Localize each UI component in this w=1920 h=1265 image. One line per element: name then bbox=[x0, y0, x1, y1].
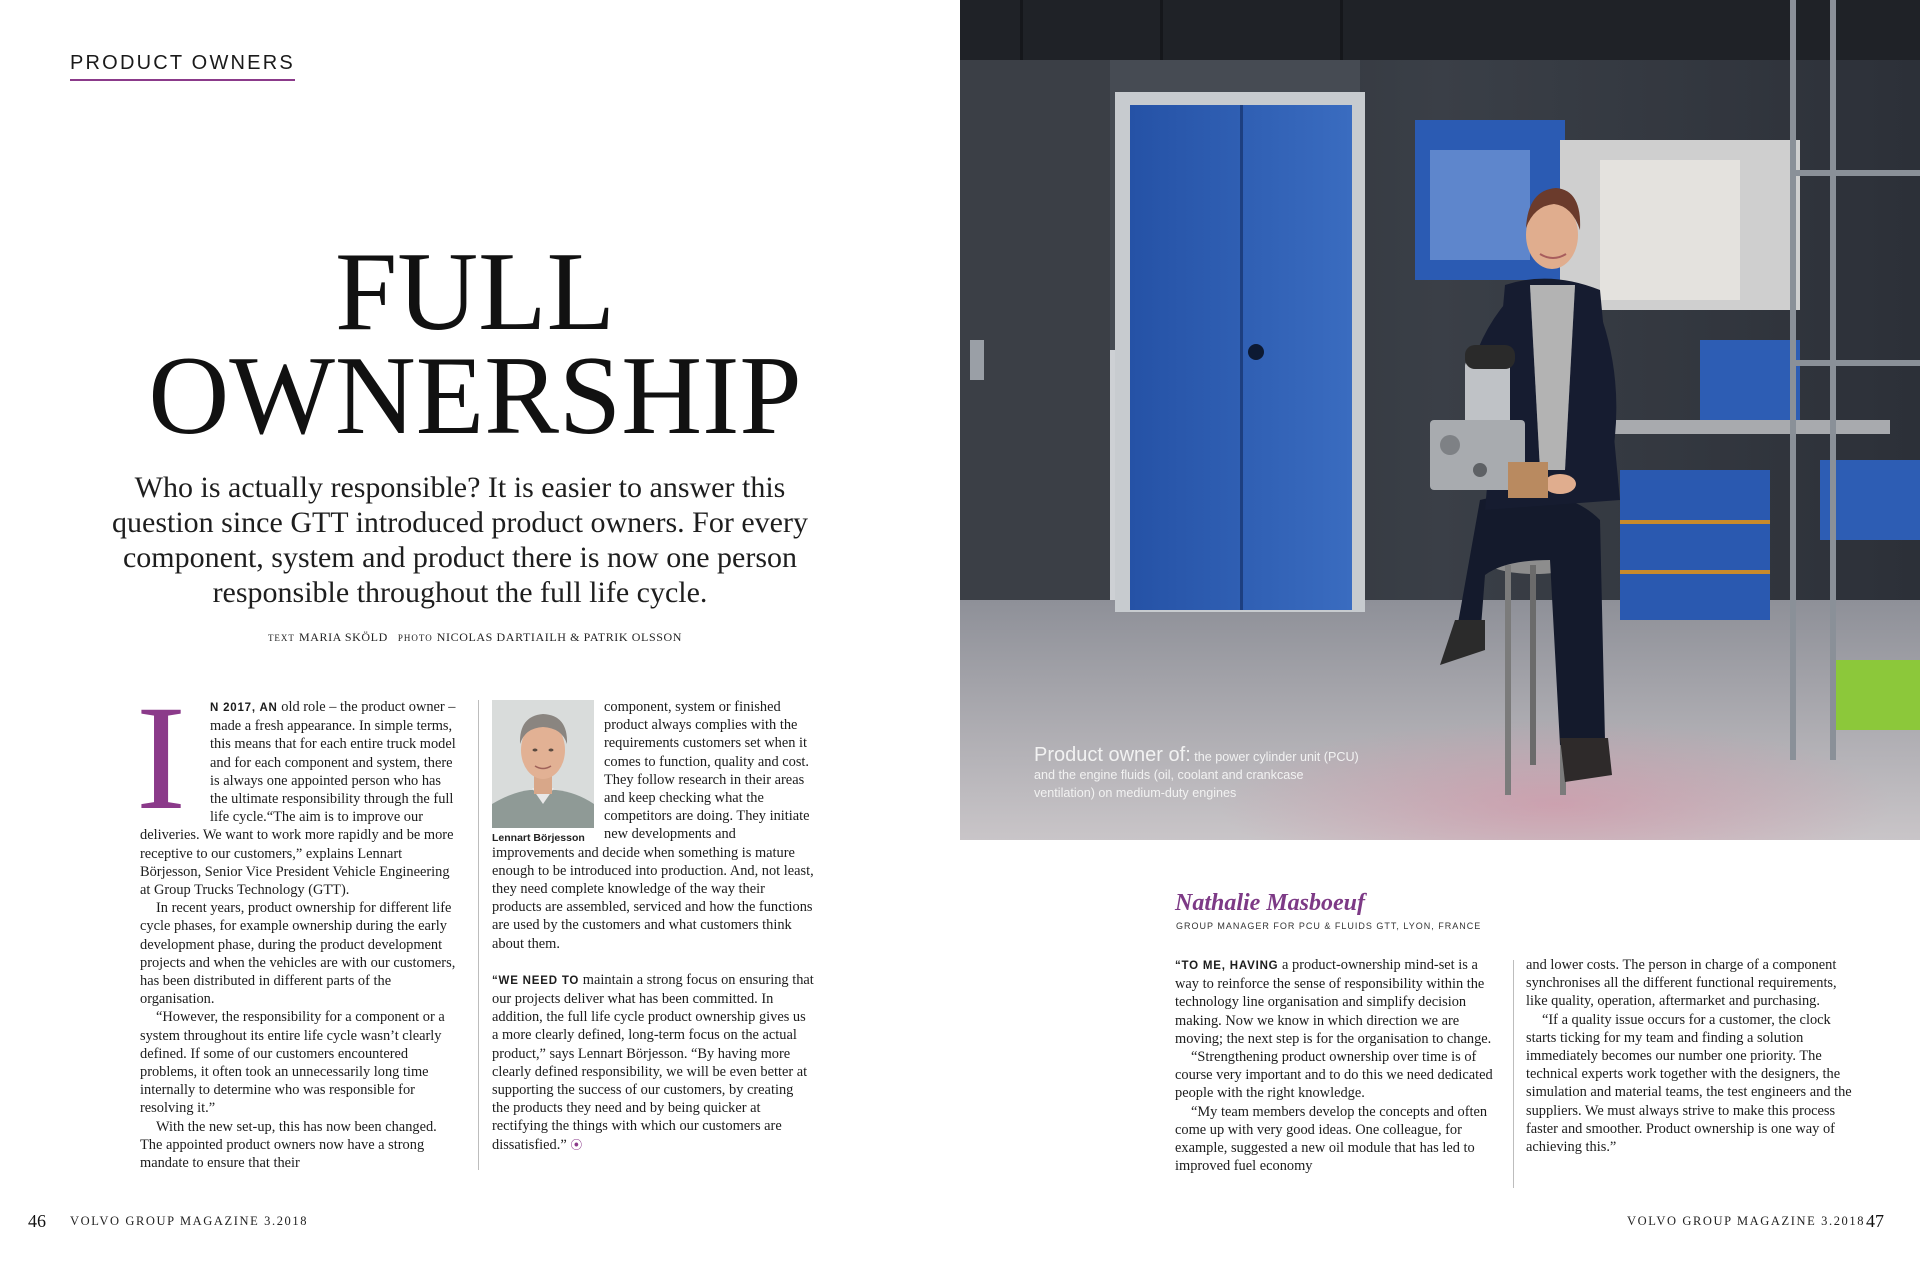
paragraph: maintain a strong focus on ensuring that our projects deliver what has been committed. In addition, the full life cycle product ownership gives us a more clearly defined, long-term focus on the actual product,” says Lennart Börjesson. “By having more clearly defined responsibility, we will be even better at supporting the success of our customers, by creating the products they need and by being quicker at rectifying the things with which our customers are dissatisfied.” bbox=[492, 971, 814, 1153]
article-column-1 bbox=[140, 698, 460, 1172]
paragraph: “Strengthening product ownership over time is of course very important and to do this we need dedicated people with the right knowledge. bbox=[1175, 1049, 1493, 1102]
byline bbox=[60, 630, 890, 645]
profile-role: GROUP MANAGER FOR PCU & FLUIDS GTT, LYON, FRANCE bbox=[1176, 921, 1482, 931]
paragraph: “If a quality issue occurs for a customer, the clock starts ticking for my team and finding a solution immediately becomes our number one priority. The technical experts work together with the designers, the simulation and material teams, the test engineers and the suppliers. We must always strive to make this process faster and smoother. Product ownership is one way of achieving this.” bbox=[1526, 1011, 1852, 1156]
portrait-caption: Lennart Börjesson bbox=[492, 832, 585, 844]
paragraph: old role – the product owner – made a fresh appearance. In simple terms, this means that for each entire truck model and for each component and system, there is always one appointed person who has the ultimate responsibility through the full life cycle.“The aim is to improve our deliveries. We want to work more rapidly and be more receptive to our customers,” explains Lennart Börjesson, Senior Vice President Vehicle Engineering at Group Trucks Technology (GTT). bbox=[140, 699, 456, 899]
magazine-title-left: VOLVO GROUP MAGAZINE 3.2018 bbox=[70, 1214, 309, 1228]
paragraph: component, system or finished product always complies with the requirements customers set when it comes to function, quality and cost. They follow research in their areas and keep checking what the competitors are doing. They initiate new developments and improvements and decide when something is mature enough to be introduced into production. And, not least, they need complete knowledge of the way their products are assembled, serviced and how the functions are used by the customers and what customers think about them. bbox=[492, 699, 814, 952]
photo-caption-text: the power cylinder unit (PCU) and the engine fluids (oil, coolant and crankcase ventilation) on medium-duty engines bbox=[1034, 750, 1359, 800]
magazine-title-right: VOLVO GROUP MAGAZINE 3.2018 bbox=[1627, 1214, 1866, 1228]
page-number-left: 46 bbox=[28, 1211, 46, 1231]
paragraph: and lower costs. The person in charge of a component synchronises all the different functional requirements, like quality, operation, aftermarket and purchasing. bbox=[1526, 957, 1837, 1010]
paragraph: “My team members develop the concepts and often come up with very good ideas. One colleague, for example, suggested a new oil module that has led to improved fuel economy bbox=[1175, 1103, 1488, 1175]
column-divider bbox=[478, 700, 479, 1170]
paragraph: a product-ownership mind-set is a way to reinforce the sense of responsibility within the technology line organisation and simplify decision making. Now we know in which direction we are moving; the next step is for the organisation to change. bbox=[1175, 957, 1492, 1047]
headline bbox=[60, 230, 890, 458]
profile-name: Nathalie Masboeuf bbox=[1175, 890, 1366, 916]
profile-column-2 bbox=[1526, 956, 1856, 1156]
photo-caption bbox=[1034, 746, 1364, 802]
page-number-right: 47 bbox=[1866, 1211, 1884, 1231]
end-mark-icon: ⦿ bbox=[570, 1137, 583, 1152]
drop-cap: I bbox=[136, 675, 186, 841]
byline-text-label: TEXT bbox=[267, 633, 295, 643]
photo-caption-label: Product owner of: bbox=[1034, 744, 1191, 766]
lead-in: “TO ME, HAVING bbox=[1175, 960, 1279, 972]
paragraph: With the new set-up, this has now been changed. The appointed product owners now have a strong mandate to ensure that their bbox=[140, 1118, 437, 1172]
headline-line-1: FULL bbox=[335, 230, 615, 354]
paragraph: “However, the responsibility for a component or a system throughout its entire life cycle wasn’t clearly defined. If some of our customers encountered problems, it often took an unnecessarily long time internally to determine who was responsible for resolving it.” bbox=[140, 1009, 445, 1117]
lead-in: N 2017, AN bbox=[210, 702, 278, 714]
byline-writer: MARIA SKÖLD bbox=[298, 630, 388, 644]
standfirst: Who is actually responsible? It is easier to answer this question since GTT introduced product owners. For every component, system and product there is now one person responsible throughout the full life cycle. bbox=[112, 471, 808, 609]
headline-line-2: OWNERSHIP bbox=[148, 334, 802, 458]
byline-photographers: NICOLAS DARTIAILH & PATRIK OLSSON bbox=[436, 630, 683, 644]
section-label: PRODUCT OWNERS bbox=[70, 52, 295, 81]
hero-photo bbox=[960, 0, 1920, 840]
column-divider bbox=[1513, 960, 1514, 1188]
profile-column-1 bbox=[1175, 956, 1505, 1175]
lead-in: “WE NEED TO bbox=[492, 974, 580, 987]
article-column-2 bbox=[492, 698, 814, 1154]
paragraph: In recent years, product ownership for different life cycle phases, for example ownership during the early development phase, during the product development projects and when the vehicles are with our customers, has been distributed in different parts of the organisation. bbox=[140, 900, 456, 1008]
byline-photo-label: PHOTO bbox=[397, 633, 433, 643]
